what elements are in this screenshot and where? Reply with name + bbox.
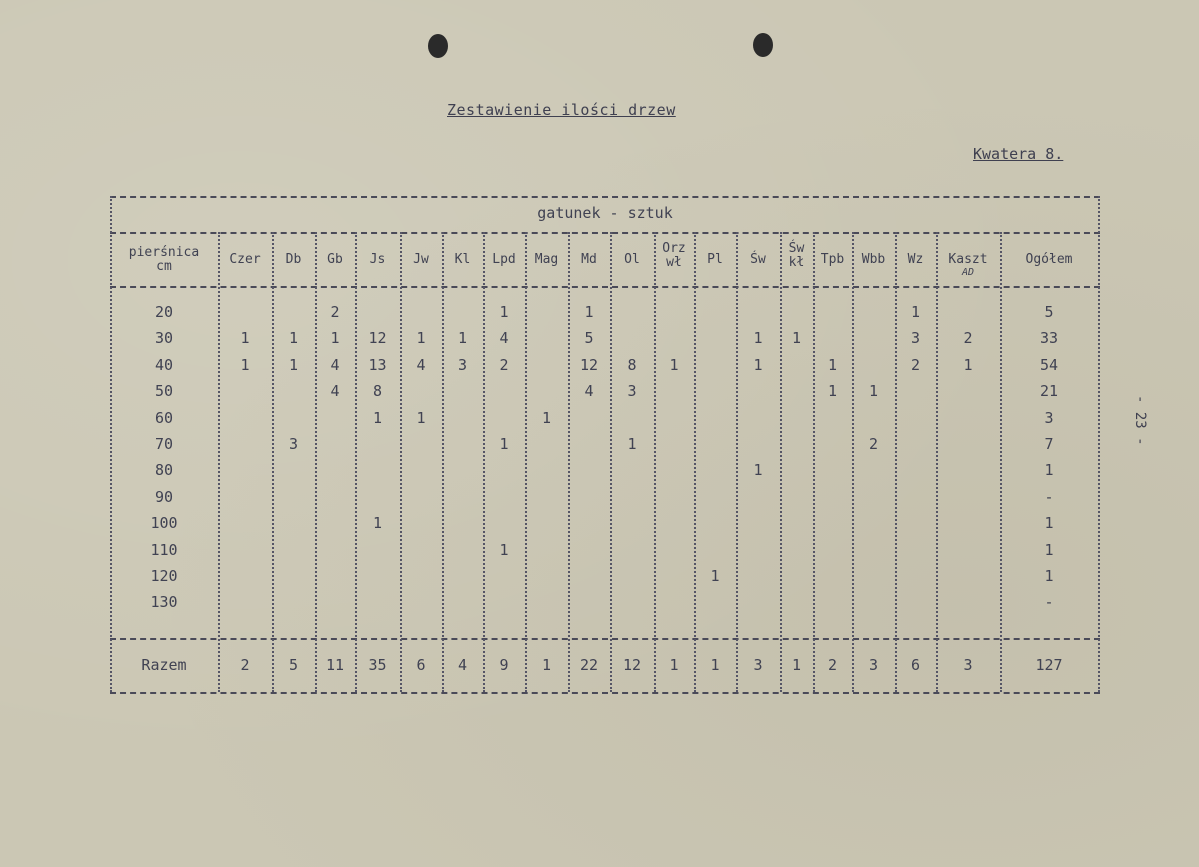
punch-hole <box>753 33 773 57</box>
diameter-cell: 100 <box>150 514 178 533</box>
table-rule <box>110 196 1100 198</box>
species-header: Pl <box>707 252 723 267</box>
total-cell: 1 <box>541 656 552 674</box>
count-cell: 4 <box>499 329 509 348</box>
table-rule <box>110 638 1100 640</box>
count-cell: 1 <box>910 303 921 321</box>
table-rule <box>110 692 1100 694</box>
count-cell: 1 <box>240 329 250 348</box>
count-cell: 4 <box>330 382 340 401</box>
count-cell: 1 <box>499 303 509 321</box>
column-separator <box>936 232 938 692</box>
total-cell: 35 <box>368 656 387 674</box>
species-header: Czer <box>229 252 261 267</box>
count-cell: 1 <box>827 355 838 374</box>
count-cell: 4 <box>330 355 340 374</box>
count-cell: 1 <box>416 408 426 427</box>
total-cell: 127 <box>1035 656 1063 674</box>
table-border <box>1098 196 1100 692</box>
total-cell: 3 <box>868 656 879 674</box>
total-cell: 1 <box>791 656 802 674</box>
count-cell: 1 <box>868 382 879 401</box>
count-cell: 3 <box>288 435 299 453</box>
count-cell: 8 <box>372 382 383 401</box>
diameter-cell: 60 <box>154 408 174 427</box>
species-header: Orz wł <box>662 241 686 270</box>
count-cell: 1 <box>416 329 426 348</box>
count-cell: 1 <box>499 435 509 453</box>
column-separator <box>694 232 696 692</box>
diameter-cell: 90 <box>154 487 174 506</box>
column-separator <box>568 232 570 692</box>
species-header: Kaszt <box>948 252 988 267</box>
count-cell: 8 <box>627 355 637 374</box>
column-separator <box>610 232 612 692</box>
count-cell: 1 <box>1044 461 1054 480</box>
count-cell: 1 <box>669 355 679 374</box>
page-number: - 23 - <box>1132 395 1148 446</box>
count-cell: 1 <box>499 540 509 559</box>
column-separator <box>272 232 274 692</box>
diameter-cell: 50 <box>154 382 174 401</box>
species-header: Wz <box>907 252 924 267</box>
species-header: Św <box>750 252 766 267</box>
count-cell: 7 <box>1044 435 1054 453</box>
table-rule <box>110 232 1100 234</box>
column-separator <box>218 232 220 692</box>
total-cell: 3 <box>753 656 763 674</box>
table-rule <box>110 286 1100 288</box>
total-cell: 2 <box>827 656 838 674</box>
count-cell: 1 <box>627 435 637 453</box>
column-separator <box>400 232 402 692</box>
count-cell: 54 <box>1039 355 1059 374</box>
count-cell: 5 <box>584 329 594 348</box>
count-cell: 3 <box>457 355 468 374</box>
count-cell: 2 <box>910 355 921 374</box>
count-cell: 5 <box>1044 303 1054 321</box>
count-cell: 2 <box>499 355 509 374</box>
diameter-cell: 120 <box>150 567 178 585</box>
count-cell: 1 <box>753 355 763 374</box>
species-header: Św kł <box>788 241 805 270</box>
species-header: Kl <box>454 252 471 267</box>
count-cell: 12 <box>368 329 387 348</box>
species-header: Jw <box>413 252 429 267</box>
diameter-cell: 130 <box>150 593 178 612</box>
tree-count-table <box>110 196 1100 694</box>
count-cell: 4 <box>416 355 426 374</box>
column-separator <box>525 232 527 692</box>
count-cell: 21 <box>1039 382 1059 401</box>
document-title: Zestawienie ilości drzew <box>447 101 676 119</box>
total-cell: 2 <box>240 656 250 674</box>
species-header: Ol <box>624 252 640 267</box>
count-cell: 1 <box>1044 514 1054 533</box>
column-separator <box>780 232 782 692</box>
species-header: Mag <box>534 252 559 267</box>
species-header: Db <box>285 252 302 267</box>
count-cell: 13 <box>368 355 387 374</box>
count-cell: - <box>1044 487 1054 506</box>
total-cell: 9 <box>499 656 509 674</box>
species-header: Md <box>581 252 597 267</box>
count-cell: 1 <box>753 461 763 480</box>
column-separator <box>654 232 656 692</box>
count-cell: 1 <box>1044 567 1054 585</box>
count-cell: 3 <box>627 382 637 401</box>
diameter-cell: 80 <box>154 461 174 480</box>
total-cell: 6 <box>416 656 426 674</box>
total-cell: 12 <box>622 656 642 674</box>
count-cell: 1 <box>791 329 802 348</box>
species-header: Tpb <box>820 252 845 267</box>
count-cell: 3 <box>1044 408 1054 427</box>
diameter-cell: 40 <box>154 355 174 374</box>
count-cell: 3 <box>910 329 921 348</box>
species-header: Lpd <box>492 252 516 267</box>
column-separator <box>483 232 485 692</box>
column-separator <box>813 232 815 692</box>
diameter-header-unit: cm <box>156 259 172 274</box>
column-separator <box>852 232 854 692</box>
count-cell: 1 <box>710 567 720 585</box>
count-cell: 1 <box>1044 540 1054 559</box>
count-cell: 1 <box>584 303 594 321</box>
count-cell: 2 <box>868 435 879 453</box>
count-cell: 1 <box>372 514 383 533</box>
diameter-cell: 70 <box>154 435 174 453</box>
total-cell: 6 <box>910 656 921 674</box>
handwritten-annotation: AD <box>961 267 975 278</box>
column-separator <box>355 232 357 692</box>
group-header: gatunek - sztuk <box>537 204 673 222</box>
count-cell: 2 <box>963 329 973 348</box>
diameter-header <box>110 246 218 274</box>
diameter-cell: 110 <box>150 540 178 559</box>
count-cell: 1 <box>288 355 299 374</box>
punch-hole <box>428 34 448 58</box>
count-cell: 1 <box>372 408 383 427</box>
total-cell: 1 <box>710 656 720 674</box>
quarter-label: Kwatera 8. <box>973 145 1064 163</box>
total-cell: 3 <box>963 656 973 674</box>
count-cell: 1 <box>288 329 299 348</box>
species-header: Wbb <box>861 252 886 267</box>
count-cell: 33 <box>1039 329 1059 348</box>
count-cell: 1 <box>330 329 340 348</box>
diameter-header-label: pierśnica <box>128 245 200 260</box>
count-cell: 1 <box>963 355 973 374</box>
count-cell: 1 <box>753 329 763 348</box>
count-cell: 1 <box>541 408 552 427</box>
count-cell: 4 <box>584 382 594 401</box>
total-cell: 1 <box>669 656 679 674</box>
total-cell: 4 <box>457 656 468 674</box>
total-cell: 22 <box>579 656 599 674</box>
count-cell: 12 <box>579 355 599 374</box>
column-separator <box>895 232 897 692</box>
count-cell: 1 <box>240 355 250 374</box>
diameter-cell: 20 <box>154 303 174 321</box>
count-cell: 1 <box>457 329 468 348</box>
total-cell: 5 <box>288 656 299 674</box>
count-cell: - <box>1044 593 1054 612</box>
species-header: Gb <box>327 252 343 267</box>
species-header: Ogółem <box>1025 252 1073 267</box>
count-cell: 2 <box>330 303 340 321</box>
total-cell: 11 <box>325 656 345 674</box>
species-header: Js <box>369 252 386 267</box>
diameter-cell: 30 <box>154 329 174 348</box>
column-separator <box>315 232 317 692</box>
column-separator <box>442 232 444 692</box>
total-label: Razem <box>141 656 187 674</box>
count-cell: 1 <box>827 382 838 401</box>
